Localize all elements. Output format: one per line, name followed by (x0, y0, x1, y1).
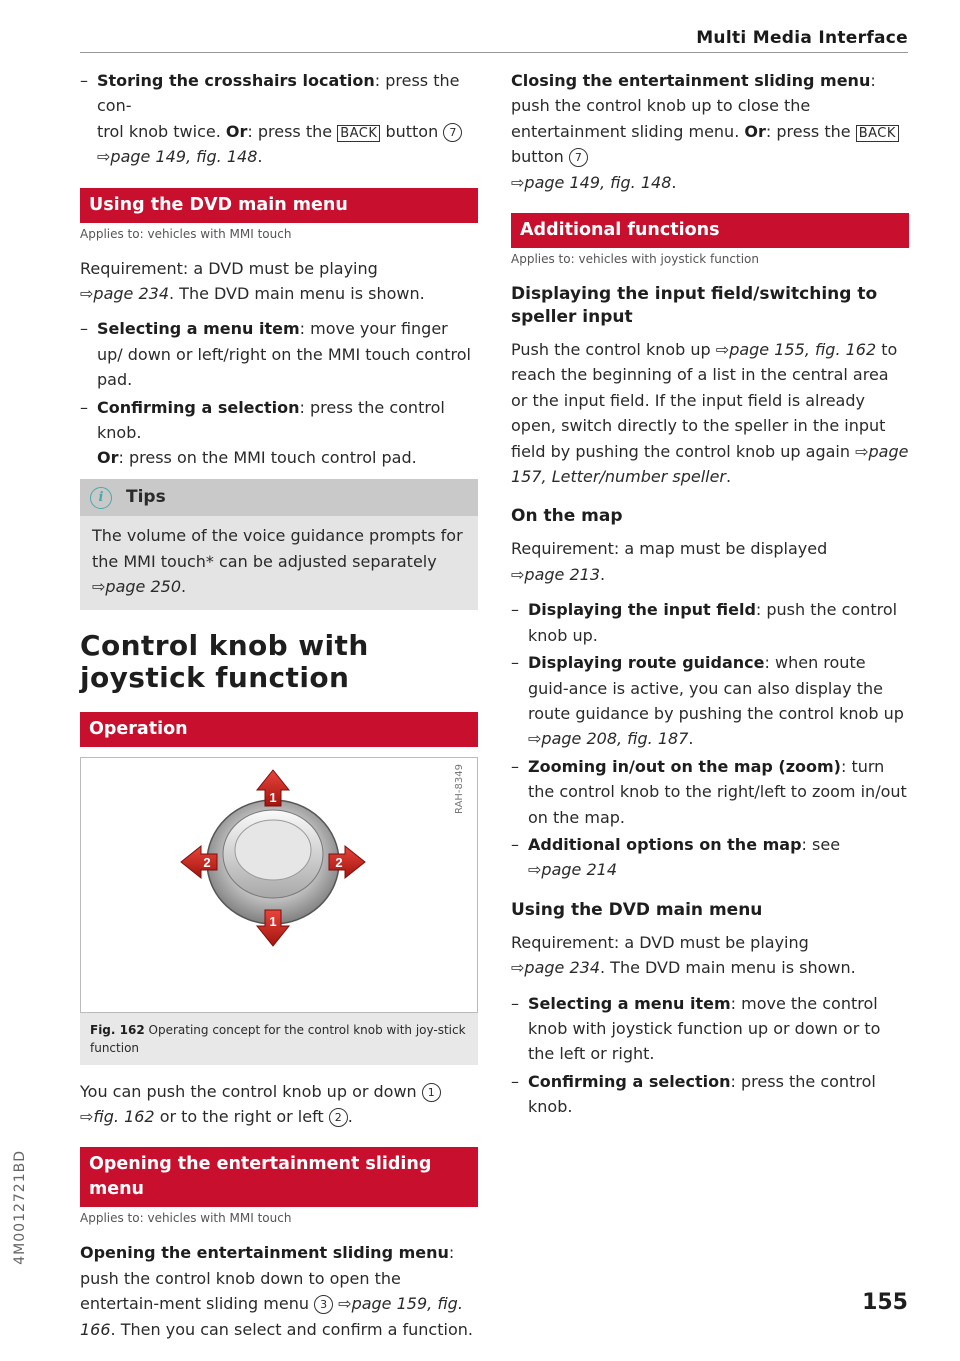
page-number: 155 (862, 1290, 908, 1315)
additional-options-label: Additional options on the map (528, 834, 802, 854)
section-heading-dvd-menu: Using the DVD main menu (80, 188, 478, 223)
ref-page-157[interactable]: ⇨page 157, Letter/number speller (511, 441, 909, 487)
applies-to-joystick: Applies to: vehicles with joystick function (511, 252, 759, 267)
push-text: You can push the control knob up or down (80, 1081, 422, 1101)
ref-page-155[interactable]: ⇨page 155, fig. 162 (715, 340, 877, 360)
or-text: : press on the MMI touch control pad. (118, 448, 417, 468)
push-text-b: to reach the beginning of a list in the central area or the input field. If the input field is already open, switch directly to the speller in the input field by pushing the control knob up again (511, 340, 898, 461)
ref-fig-162[interactable]: ⇨fig. 162 (80, 1106, 155, 1126)
ref-page-213[interactable]: ⇨page 213 (511, 564, 600, 584)
callout-7: 7 (443, 123, 462, 142)
ref-page-234[interactable]: ⇨page 234 (80, 284, 169, 304)
list-item-additional-options (511, 832, 909, 883)
requirement-dvd-text-2: . The DVD main menu is shown. (169, 284, 425, 304)
display-input-label: Displaying the input field (528, 600, 756, 620)
period: . (671, 172, 677, 192)
list-item-select-menu (511, 991, 909, 1067)
section-heading-operation: Operation (80, 712, 478, 747)
period: . (726, 467, 732, 487)
map-requirement (511, 536, 909, 587)
tips-header (80, 479, 478, 516)
zoom-label: Zooming in/out on the map (zoom) (528, 756, 841, 776)
period: . (688, 729, 694, 749)
store-crosshairs-text-2: trol knob twice. (97, 121, 226, 141)
callout-2: 2 (329, 1108, 348, 1127)
control-knob-illustration (81, 758, 477, 1010)
svg-text:2: 2 (203, 854, 211, 870)
push-text-a: Push the control knob up (511, 340, 716, 360)
dvd-requirement-text-2: . The DVD main menu is shown. (600, 958, 856, 978)
subheading-dvd-menu: Using the DVD main menu (511, 899, 763, 920)
store-crosshairs-text: : press the con- (97, 71, 460, 116)
ref-page-149[interactable]: ⇨page 149, fig. 148 (511, 172, 672, 192)
or-label: Or (97, 448, 119, 468)
figure-control-knob (80, 757, 478, 1013)
press-the-text: : press the (765, 121, 856, 141)
select-menu-label: Selecting a menu item (528, 993, 731, 1013)
dash: – (511, 993, 519, 1013)
dash: – (511, 653, 519, 673)
push-text-2: or to the right or left (154, 1106, 329, 1126)
ref-page-250[interactable]: ⇨page 250 (92, 577, 181, 597)
section-heading-additional: Additional functions (511, 213, 909, 248)
list-item-confirm-selection (80, 395, 478, 471)
requirement-dvd (80, 256, 478, 307)
push-paragraph (80, 1079, 478, 1130)
ref-page-149[interactable]: ⇨page 149, fig. 148 (97, 147, 258, 167)
callout-1: 1 (422, 1083, 441, 1102)
period: . (600, 564, 606, 584)
open-menu-label: Opening the entertainment sliding menu (80, 1243, 449, 1263)
dvd-requirement-text: Requirement: a DVD must be playing (511, 932, 809, 952)
ref-page-208[interactable]: ⇨page 208, fig. 187 (528, 729, 689, 749)
header-rule (80, 52, 908, 53)
callout-3: 3 (314, 1295, 333, 1314)
list-item-display-route (511, 650, 909, 752)
button-text: button (511, 147, 569, 167)
additional-options-text: : see (801, 834, 841, 854)
back-key: BACK (856, 125, 899, 142)
tips-body (80, 516, 478, 609)
confirm-selection-text: : press the control knob. (528, 1071, 876, 1117)
right-column (511, 68, 909, 1122)
select-menu-text: : move your finger up/ down or left/right on the MMI touch control pad. (97, 319, 471, 390)
subheading-on-map: On the map (511, 506, 623, 527)
dvd-requirement (511, 930, 909, 981)
dash: – (511, 834, 519, 854)
info-icon: i (90, 487, 112, 509)
dash: – (511, 756, 519, 776)
chapter-title (80, 630, 478, 694)
button-text: button (380, 121, 444, 141)
list-item-store-crosshairs (80, 68, 478, 170)
input-field-paragraph (511, 337, 909, 489)
svg-text:2: 2 (335, 854, 343, 870)
dash: – (511, 1071, 519, 1091)
figure-caption-text: Operating concept for the control knob with joy-stick function (90, 1022, 466, 1055)
figure-code: RAH-8349 (453, 763, 465, 814)
period: . (257, 147, 263, 167)
close-menu-text: : push the control knob up to close the entertainment sliding menu. (511, 71, 876, 141)
back-key: BACK (337, 125, 380, 142)
open-menu-text: : push the control knob down to open the entertain-ment sliding menu (80, 1243, 455, 1314)
list-item-zoom (511, 754, 909, 830)
svg-text:1: 1 (269, 913, 277, 929)
zoom-text: : turn the control knob to the right/left to zoom in/out on the map. (528, 756, 907, 827)
callout-7: 7 (569, 148, 588, 167)
select-menu-text: : move the control knob with joystick function up or down or to the left or right. (528, 993, 881, 1064)
tips-title: Tips (126, 486, 166, 507)
ref-page-159[interactable]: ⇨page 159, fig. 166 (80, 1294, 463, 1339)
figure-label: Fig. 162 (90, 1022, 145, 1037)
requirement-dvd-text: Requirement: a DVD must be playing (80, 258, 378, 278)
ref-page-214[interactable]: ⇨page 214 (528, 860, 617, 880)
close-menu-paragraph (511, 68, 909, 195)
ref-page-234[interactable]: ⇨page 234 (511, 958, 600, 978)
store-crosshairs-label: Storing the crosshairs location (97, 71, 375, 90)
section-heading-entertainment: Opening the entertainment sliding menu (80, 1147, 478, 1207)
left-column (80, 68, 478, 1352)
applies-to-mmi-touch: Applies to: vehicles with MMI touch (80, 226, 292, 241)
confirm-selection-text: : press the control knob. (97, 397, 445, 443)
or-label: Or (744, 121, 766, 141)
or-label: Or (225, 121, 248, 141)
list-item-select-menu (80, 316, 478, 392)
period: . (110, 1319, 116, 1339)
period: . (347, 1106, 353, 1126)
list-item-confirm-selection (511, 1069, 909, 1120)
period: . (181, 577, 187, 597)
figure-caption (80, 1013, 478, 1065)
then-text: Then you can select and confirm a function. (120, 1319, 473, 1339)
chapter-title-line-1: Control knob with (80, 628, 369, 662)
press-the-text: : press the (247, 121, 338, 141)
dash: – (511, 600, 519, 620)
select-menu-label: Selecting a menu item (97, 319, 300, 339)
close-menu-label: Closing the entertainment sliding menu (511, 71, 871, 90)
display-input-text: : push the control knob up. (528, 600, 898, 645)
knob-face (235, 820, 311, 880)
dash: – (80, 397, 88, 417)
dash: – (80, 71, 88, 90)
map-requirement-text: Requirement: a map must be displayed (511, 539, 828, 559)
side-document-code: 4M0012721BD (12, 1150, 28, 1265)
svg-text:1: 1 (269, 789, 277, 805)
list-item-display-input (511, 597, 909, 648)
chapter-title-line-2: joystick function (80, 660, 350, 694)
open-menu-paragraph (80, 1240, 478, 1342)
confirm-selection-label: Confirming a selection (528, 1071, 731, 1091)
subheading-input-field: Displaying the input field/switching to speller input (511, 284, 878, 328)
display-route-text: : when route guid-ance is active, you can also display the route guidance by pushing the control knob up (528, 653, 904, 723)
applies-to-mmi-touch-2: Applies to: vehicles with MMI touch (80, 1211, 292, 1226)
dash: – (80, 319, 88, 339)
page-header-title: Multi Media Interface (696, 28, 908, 48)
confirm-selection-label: Confirming a selection (97, 397, 300, 417)
display-route-label: Displaying route guidance (528, 653, 765, 673)
tips-text: The volume of the voice guidance prompts for the MMI touch* can be adjusted separately (92, 526, 463, 571)
